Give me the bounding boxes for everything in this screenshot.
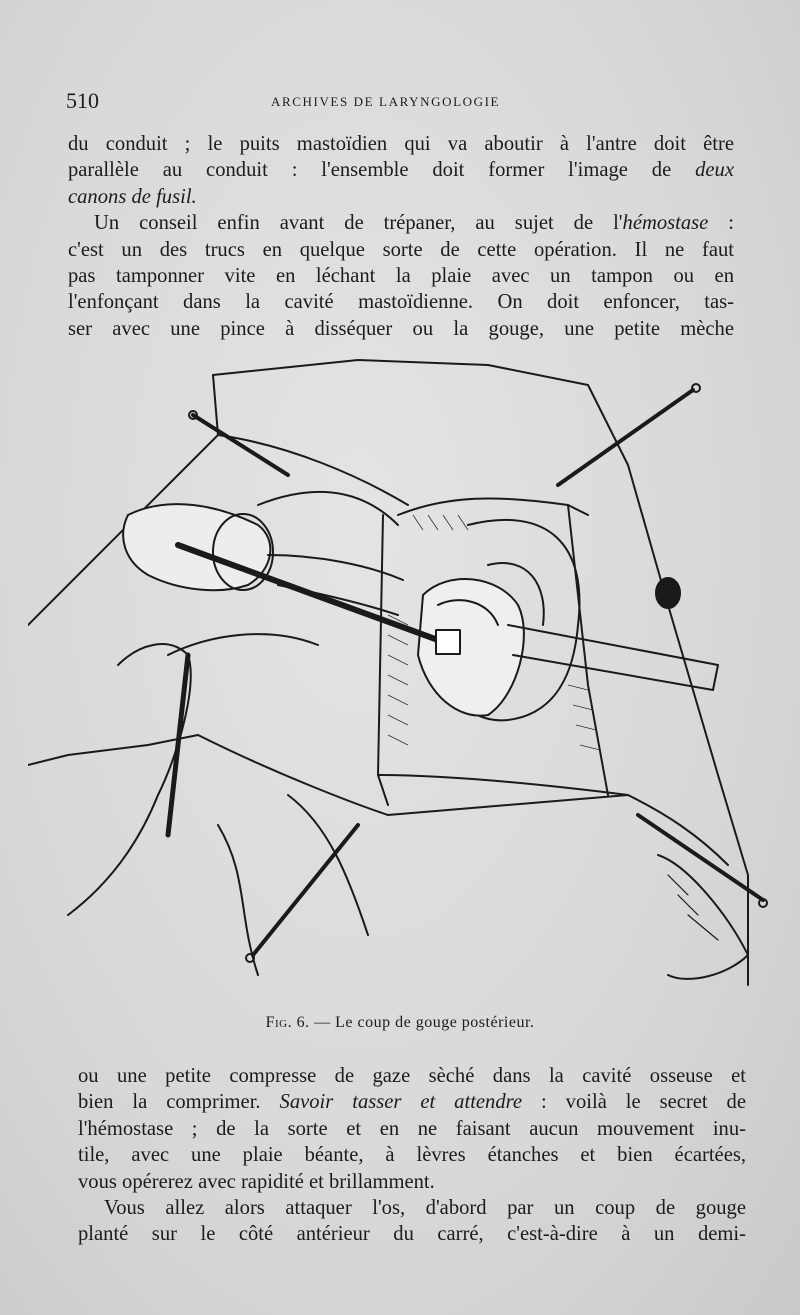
text-span: Un conseil enfin avant de trépaner, au sujet de l' <box>94 212 623 235</box>
text-line <box>68 184 734 210</box>
lower-left-fold <box>218 825 258 975</box>
text-span: c'est un des trucs en quelque sorte de cette opération. Il ne faut <box>68 238 734 261</box>
text-line <box>68 131 734 157</box>
shoulder-fold <box>218 435 408 505</box>
italic-text: canons de fusil. <box>68 185 197 208</box>
text-line <box>68 237 734 263</box>
text-span: l'enfonçant dans la cavité mastoïdienne. On doit enfoncer, tas- <box>68 291 734 314</box>
italic-text: Savoir tasser et attendre <box>279 1091 523 1114</box>
text-span: Vous allez alors attaquer l'os, d'abord par un coup de gouge <box>104 1197 746 1220</box>
mastoid-cavity <box>418 579 524 716</box>
text-line <box>68 263 734 289</box>
page-number: 510 <box>66 88 99 113</box>
forceps-top-right <box>558 390 693 485</box>
text-span: tile, avec une plaie béante, à lèvres étanches et bien écartées, <box>78 1144 746 1167</box>
retractor-end <box>713 665 718 690</box>
page-header <box>66 88 746 116</box>
neck-left <box>378 515 388 805</box>
hair-outline <box>658 855 748 979</box>
wound-top-edge <box>398 498 588 515</box>
text-span: : <box>708 212 734 235</box>
italic-text: deux <box>695 159 734 182</box>
text-line <box>68 289 734 315</box>
text-span: l'hémostase ; de la sorte et en ne faisant aucun mouvement inu- <box>78 1117 746 1140</box>
ink-blot <box>656 578 680 608</box>
text-line <box>78 1195 746 1221</box>
top-paragraphs <box>68 131 734 342</box>
bottom-paragraphs <box>78 1063 746 1248</box>
surgical-illustration <box>28 355 780 1005</box>
caption-label: Fig. 6. <box>265 1014 310 1031</box>
text-line <box>68 316 734 342</box>
text-span: du conduit ; le puits mastoïdien qui va aboutir à l'antre doit être <box>68 133 734 155</box>
hair-strokes <box>668 875 718 940</box>
text-line <box>68 157 734 183</box>
forceps-ring <box>692 384 700 392</box>
figure-caption <box>0 1014 800 1032</box>
running-title: ARCHIVES DE LARYNGOLOGIE <box>271 94 501 109</box>
text-line <box>78 1221 746 1247</box>
text-line <box>78 1089 746 1115</box>
text-span: ou une petite compresse de gaze sèché dans la cavité osseuse et <box>78 1065 746 1087</box>
neck-bottom <box>378 775 628 795</box>
hand-grip <box>123 504 270 590</box>
text-line <box>78 1116 746 1142</box>
text-span: : voilà le secret de <box>522 1091 746 1114</box>
index-finger <box>258 492 398 525</box>
lower-hand-top <box>168 634 318 655</box>
text-span: pas tamponner vite en léchant la plaie avec un tampon ou en <box>68 265 734 288</box>
lower-fold <box>198 735 728 865</box>
text-span: parallèle au conduit : l'ensemble doit former l'image de <box>68 159 672 182</box>
text-line <box>78 1063 746 1089</box>
text-span: bien la comprimer. <box>78 1091 280 1114</box>
engraving-drawing <box>28 355 780 1005</box>
gouge-tip <box>436 630 460 654</box>
gouge-shaft <box>178 545 438 640</box>
italic-text: hémostase <box>622 212 709 235</box>
left-instrument <box>168 655 188 835</box>
text-span: vous opérerez avec rapidité et brillamment. <box>78 1170 435 1193</box>
text-line <box>68 210 734 236</box>
text-span: planté sur le côté antérieur du carré, c'est-à-dire à un demi- <box>78 1223 746 1246</box>
text-span: ser avec une pince à disséquer ou la gouge, une petite mèche <box>68 317 734 340</box>
caption-text: — Le coup de gouge postérieur. <box>309 1014 535 1031</box>
forceps-bottom-left <box>253 825 358 955</box>
text-line <box>78 1142 746 1168</box>
retractor-bottom <box>513 655 713 690</box>
text-line <box>78 1169 746 1195</box>
